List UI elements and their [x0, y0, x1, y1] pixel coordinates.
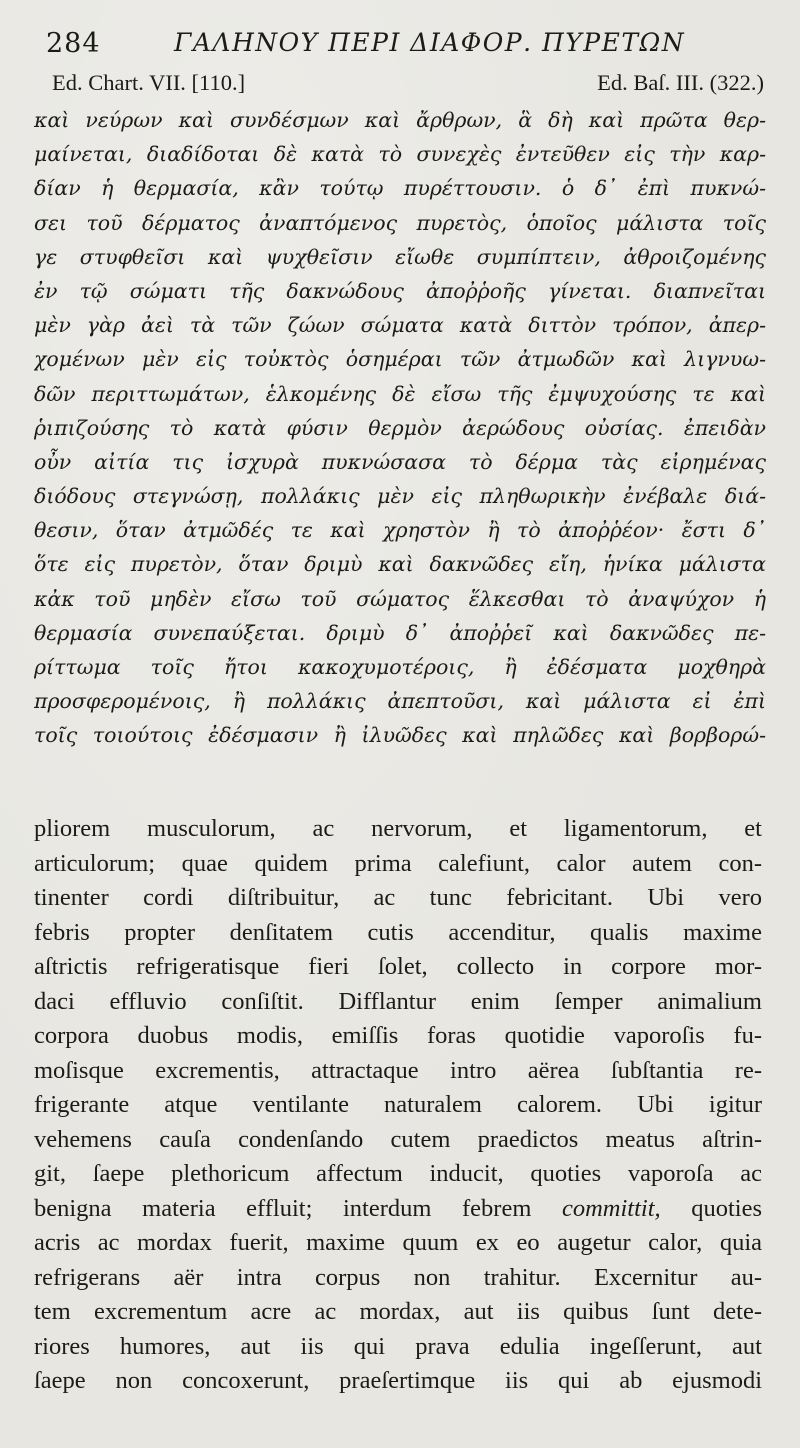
latin-line: vehemens cauſa condenſando cutem praedictos meatus aſtrin- [34, 1125, 762, 1153]
latin-line: aſtrictis refrigeratisque fieri ſolet, collecto in corpore mor- [34, 953, 762, 980]
greek-line: οὖν αἰτία τις ἰσχυρὰ πυκνώσασα τὸ δέρμα τὰς εἰρημένας [34, 449, 766, 474]
greek-line: δίαν ἡ θερμασία, κἂν τούτῳ πυρέττουσιν. ὁ δ᾽ ἐπὶ πυκνώ- [34, 176, 766, 201]
greek-line: μὲν γὰρ ἀεὶ τὰ τῶν ζώων σώματα κατὰ διττὸν τρόπον, ἀπερ- [34, 313, 766, 338]
latin-line: daci effluvio conſiſtit. Difflantur enim ſemper animalium [34, 987, 762, 1015]
latin-line: git, ſaepe plethoricum affectum inducit, quoties vaporoſa ac [34, 1160, 762, 1187]
latin-line: corpora duobus modis, emiſſis foras quotidie vaporoſis fu- [34, 1022, 762, 1049]
greek-line: ὅτε εἰς πυρετὸν, ὅταν δριμὺ καὶ δακνῶδες εἴη, ἡνίκα μάλιστα [34, 552, 766, 577]
greek-line: ἐν τῷ σώματι τῆς δακνώδους ἀποῤῥοῆς γίνεται. διαπνεῖται [34, 278, 766, 303]
greek-line: τοῖς τοιούτοις ἐδέσμασιν ἢ ἰλυῶδες καὶ πηλῶδες καὶ βορβορώ- [34, 723, 766, 748]
greek-line: ῥιπιζούσης τὸ κατὰ φύσιν θερμὸν ἀερώδους οὐσίας. ἐπειδὰν [34, 415, 766, 440]
greek-line: προσφερομένοις, ἢ πολλάκις ἀπεπτοῦσι, καὶ μάλιστα εἰ ἐπὶ [34, 689, 766, 714]
running-head [46, 20, 764, 64]
running-title: ΓΑΛΗΝΟΥ ΠΕΡΙ ΔΙΑΦΟΡ. ΠΥΡΕΤΩΝ [174, 28, 686, 57]
greek-line: κἀκ τοῦ μηδὲν εἴσω τοῦ σώματος ἕλκεσθαι τὸ ἀναψύχον ἡ [34, 586, 766, 611]
latin-line: tinenter cordi diſtribuitur, ac tunc febricitant. Ubi vero [34, 884, 762, 911]
latin-line-start: benigna materia effluit; interdum febrem [34, 1194, 532, 1222]
greek-line: σει τοῦ δέρματος ἀναπτόμενος πυρετὸς, ὁποῖος μάλιστα τοῖς [34, 210, 766, 235]
latin-line: ſaepe non concoxerunt, praeſertimque iis qui ab ejusmodi [34, 1367, 762, 1394]
latin-line: frigerante atque ventilante naturalem calorem. Ubi igitur [34, 1091, 762, 1118]
greek-line: δῶν περιττωμάτων, ἑλκομένης δὲ εἴσω τῆς ἐμψυχούσης τε καὶ [34, 381, 766, 406]
italic-word: committit, [561, 1194, 661, 1222]
latin-line: moſisque excrementis, attractaque intro aërea ſubſtantia re- [34, 1056, 762, 1084]
latin-line-with-italic [34, 1192, 762, 1227]
latin-text-block [34, 812, 762, 1399]
latin-line: tem excrementum acre ac mordax, aut iis quibus ſunt dete- [34, 1298, 762, 1325]
latin-line: febris propter denſitatem cutis accenditur, qualis maxime [34, 918, 762, 946]
edition-reference-basel: Ed. Baſ. III. (322.) [597, 70, 764, 95]
latin-line-end: quoties [691, 1194, 762, 1222]
latin-line: refrigerans aër intra corpus non trahitur. Excernitur au- [34, 1263, 762, 1291]
greek-line: θεσιν, ὅταν ἀτμῶδές τε καὶ χρηστὸν ἢ τὸ ἀποῤῥέον· ἔστι δ᾽ [34, 518, 766, 543]
greek-line: θερμασία συνεπαύξεται. δριμὺ δ᾽ ἀποῤῥεῖ καὶ δακνῶδες πε- [34, 620, 766, 645]
page-number: 284 [46, 28, 101, 59]
greek-text-block [34, 103, 766, 753]
greek-line: ρίττωμα τοῖς ἤτοι κακοχυμοτέροις, ἢ ἐδέσματα μοχθηρὰ [34, 655, 766, 679]
latin-line: riores humores, aut iis qui prava edulia ingeſſerunt, aut [34, 1332, 762, 1360]
latin-line: pliorem musculorum, ac nervorum, et ligamentorum, et [34, 815, 762, 842]
edition-reference-chartier: Ed. Chart. VII. [110.] [52, 70, 246, 95]
greek-line: χομένων μὲν εἰς τοὐκτὸς ὁσημέραι τῶν ἀτμωδῶν καὶ λιγνυω- [34, 347, 766, 372]
latin-line: articulorum; quae quidem prima calefiunt, calor autem con- [34, 849, 762, 877]
greek-line: διόδους στεγνώσῃ, πολλάκις μὲν εἰς πληθωρικὴν ἐνέβαλε διά- [34, 484, 766, 509]
greek-line: γε στυφθεῖσι καὶ ψυχθεῖσιν εἴωθε συμπίπτειν, ἀθροιζομένης [34, 244, 766, 269]
greek-line: μαίνεται, διαδίδοται δὲ κατὰ τὸ συνεχὲς ἐντεῦθεν εἰς τὴν καρ- [34, 142, 766, 167]
greek-line: καὶ νεύρων καὶ συνδέσμων καὶ ἄρθρων, ἃ δὴ καὶ πρῶτα θερ- [34, 108, 766, 132]
edition-references [52, 70, 764, 100]
latin-line: acris ac mordax fuerit, maxime quum ex eo augetur calor, quia [34, 1229, 762, 1256]
